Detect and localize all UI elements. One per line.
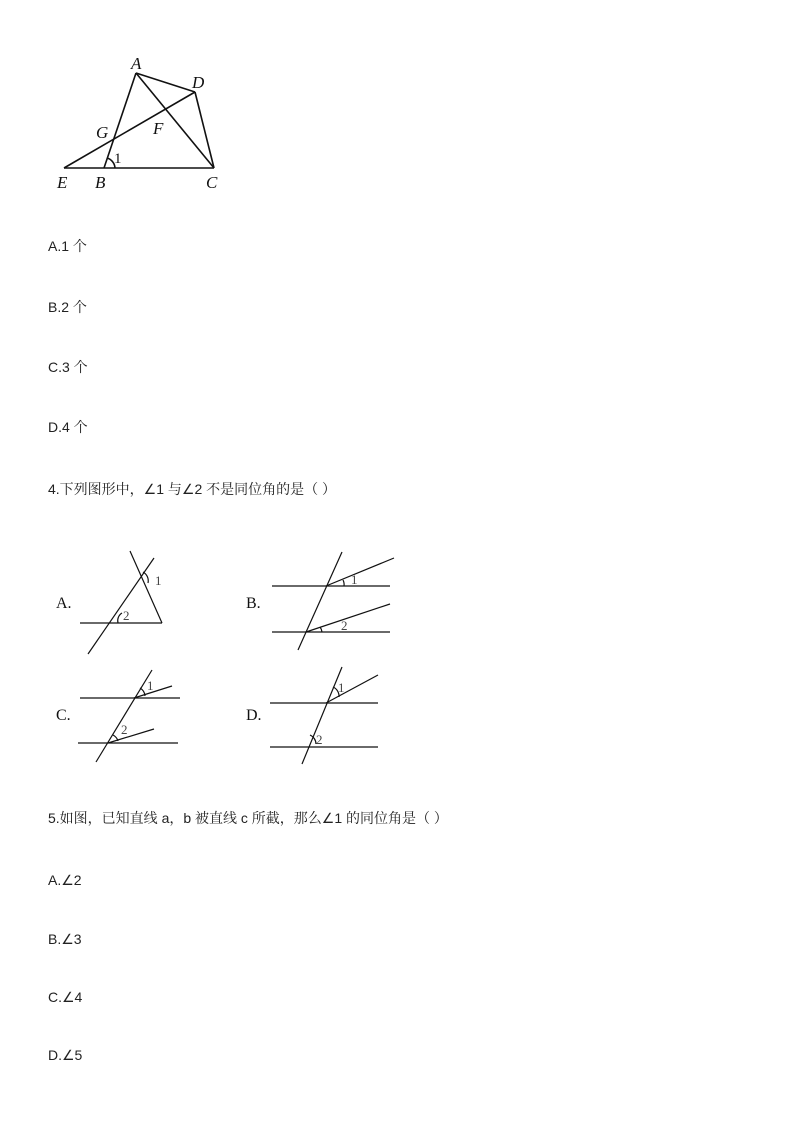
q4-figure-b bbox=[272, 552, 394, 650]
q4-figure-a bbox=[80, 551, 162, 654]
q4-figure-c bbox=[78, 670, 180, 762]
q4-a-angle-1: 1 bbox=[155, 573, 162, 588]
q4-figure-b-letter: B. bbox=[246, 595, 261, 612]
q5-question: 5.如图，已知直线 a，b 被直线 c 所截，那么∠1 的同位角是（ ） bbox=[48, 810, 448, 826]
q4-c-angle-1: 1 bbox=[147, 678, 154, 693]
segment-ad bbox=[136, 73, 195, 92]
label-a: A bbox=[131, 54, 142, 73]
q3-option-d[interactable]: D.4 个 bbox=[48, 419, 88, 435]
q4-figures bbox=[40, 540, 410, 770]
q5-option-a[interactable]: A.∠2 bbox=[48, 872, 82, 888]
q5-option-d[interactable]: D.∠5 bbox=[48, 1047, 83, 1063]
q4-d-angle-2: 2 bbox=[316, 732, 323, 747]
q3-option-a[interactable]: A.1 个 bbox=[48, 238, 87, 254]
label-g: G bbox=[96, 123, 109, 142]
q3-option-b[interactable]: B.2 个 bbox=[48, 299, 87, 315]
label-c: C bbox=[206, 173, 218, 192]
q4-question: 4.下列图形中，∠1 与∠2 不是同位角的是（ ） bbox=[48, 481, 337, 497]
segment-ed bbox=[64, 92, 195, 168]
label-b: B bbox=[95, 173, 106, 192]
label-f: F bbox=[153, 119, 164, 138]
label-angle-1: 1 bbox=[114, 151, 122, 167]
q4-d-angle-1: 1 bbox=[338, 680, 345, 695]
q5-option-c[interactable]: C.∠4 bbox=[48, 989, 83, 1005]
geometry-figure bbox=[50, 50, 230, 200]
q5-option-b[interactable]: B.∠3 bbox=[48, 931, 82, 947]
q4-b-angle-1: 1 bbox=[351, 572, 358, 587]
q4-figure-d-letter: D. bbox=[246, 707, 262, 724]
q4-figure-c-letter: C. bbox=[56, 707, 71, 724]
q4-a-angle-2: 2 bbox=[123, 608, 130, 623]
q4-figure-d bbox=[270, 667, 378, 764]
q4-figure-a-letter: A. bbox=[56, 595, 72, 612]
q4-b-angle-2: 2 bbox=[341, 618, 348, 633]
q4-c-angle-2: 2 bbox=[121, 722, 128, 737]
label-e: E bbox=[57, 173, 68, 192]
q3-option-c[interactable]: C.3 个 bbox=[48, 359, 88, 375]
label-d: D bbox=[192, 73, 205, 92]
